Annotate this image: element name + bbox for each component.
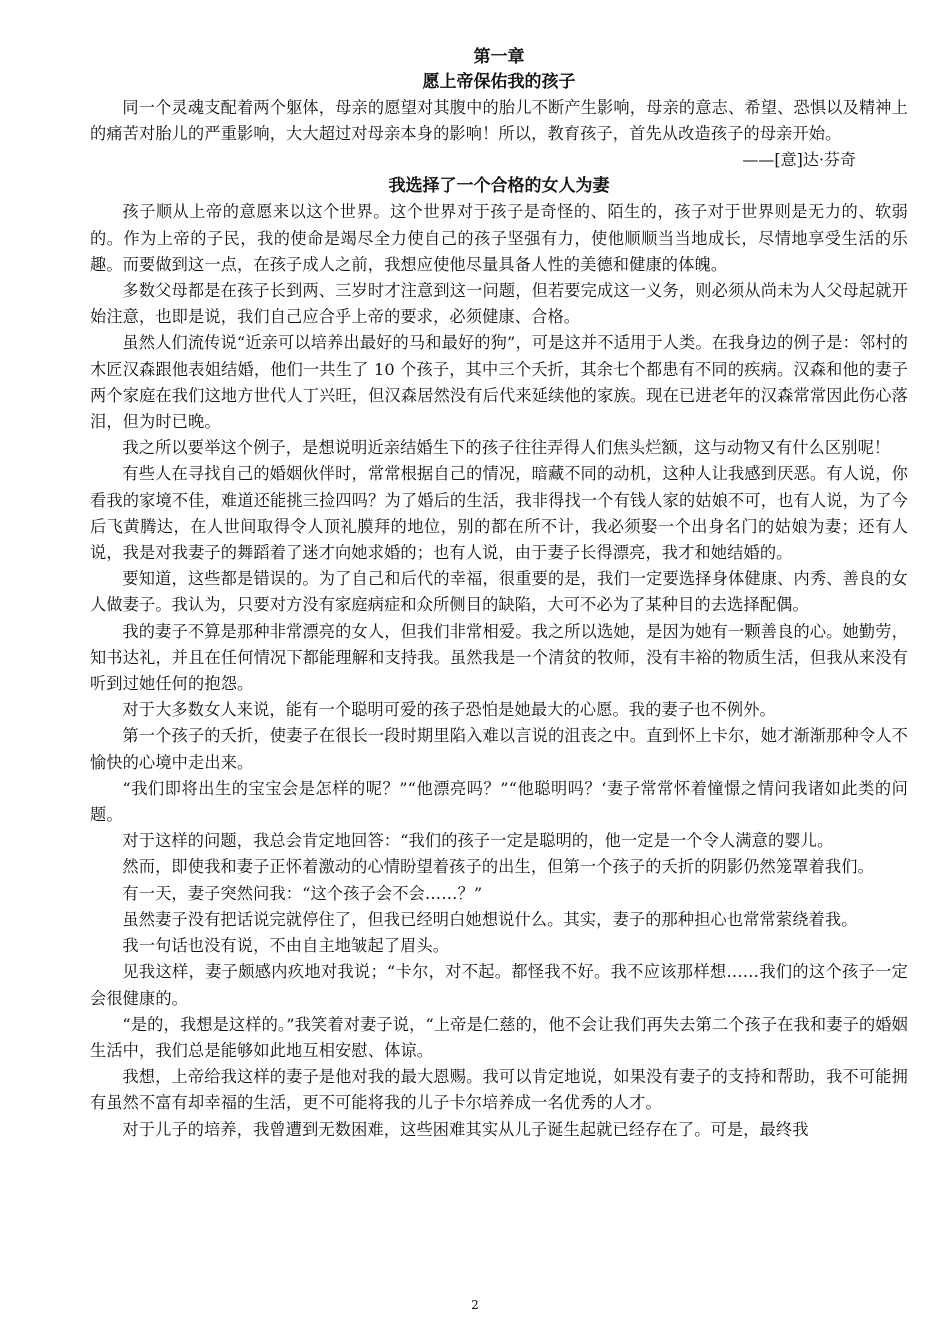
chapter-subtitle: 愿上帝保佑我的孩子 [422,72,576,92]
paragraph: 第一个孩子的夭折，使妻子在很长一段时期里陷入难以言说的沮丧之中。直到怀上卡尔，她才渐渐那种令人不愉快的心境中走出来。 [90,726,908,772]
paragraph: 虽然人们流传说“近亲可以培养出最好的马和最好的狗”，可是这并不适用于人类。在我身边的例子是：邻村的木匠汉森跟他表姐结婚，他们一共生了 10 个孩子，其中三个夭折，其余七个都患有不同的疾病。汉森和他的妻子两个家庭在我们这地方世代人丁兴旺，但汉森居然没有后代来延续他的家族。现在已进老年的汉森常常因此伤心落泪，但为时已晚。 [90,333,908,432]
chapter-title: 第一章 [473,47,525,67]
paragraph: 然而，即使我和妻子正怀着激动的心情盼望着孩子的出生，但第一个孩子的夭折的阴影仍然笼罩着我们。 [122,857,874,877]
paragraph: 多数父母都是在孩子长到两、三岁时才注意到这一问题，但若要完成这一义务，则必须从尚未为人父母起就开始注意，也即是说，我们自己应合乎上帝的要求，必须健康、合格。 [90,281,908,327]
paragraph: 虽然妻子没有把话说完就停住了，但我已经明白她想说什么。其实，妻子的那种担心也常常萦绕着我。 [122,909,858,929]
paragraph: 见我这样，妻子颇感内疚地对我说；“卡尔，对不起。都怪我不好。我不应该那样想……我们的这个孩子一定会很健康的。 [90,962,908,1008]
paragraph: 要知道，这些都是错误的。为了自己和后代的幸福，很重要的是，我们一定要选择身体健康、内秀、善良的女人做妻子。我认为，只要对方没有家庭病症和众所侧目的缺陷，大可不必为了某种目的去选择配偶。 [90,569,908,615]
body-text [90,199,908,1142]
paragraph: 有一天，妻子突然问我：“这个孩子会不会……？” [122,883,483,903]
paragraph: 对于这样的问题，我总会肯定地回答：“我们的孩子一定是聪明的，他一定是一个令人满意的婴儿。 [122,831,834,851]
paragraph: 对于大多数女人来说，能有一个聪明可爱的孩子恐怕是她最大的心愿。我的妻子也不例外。 [122,700,776,720]
paragraph: 孩子顺从上帝的意愿来以这个世界。这个世界对于孩子是奇怪的、陌生的，孩子对于世界则是无力的、软弱的。作为上帝的子民，我的使命是竭尽全力使自己的孩子坚强有力，使他顺顺当当地成长，尽情地享受生活的乐趣。而要做到这一点，在孩子成人之前，我想应使他尽量具备人性的美德和健康的体魄。 [90,202,908,274]
paragraph: 我之所以要举这个例子，是想说明近亲结婚生下的孩子往往弄得人们焦头烂额，这与动物又有什么区别呢！ [122,438,891,458]
epigraph-text: 同一个灵魂支配着两个躯体，母亲的愿望对其腹中的胎儿不断产生影响，母亲的意志、希望、恐惧以及精神上的痛苦对胎儿的严重影响，大大超过对母亲本身的影响！所以，教育孩子，首先从改造孩子的母亲开始。 [90,98,908,144]
paragraph: “我们即将出生的宝宝会是怎样的呢？”“他漂亮吗？”“他聪明吗？‘妻子常常怀着憧憬之情问我诸如此类的问题。 [90,778,908,825]
section-title: 我选择了一个合格的女人为妻 [388,176,610,197]
paragraph: 我一句话也没有说，不由自主地皱起了眉头。 [122,936,450,956]
paragraph: 我的妻子不算是那种非常漂亮的女人，但我们非常相爱。我之所以选她，是因为她有一颗善良的心。她勤劳，知书达礼，并且在任何情况下都能理解和支持我。虽然我是一个清贫的牧师，没有丰裕的物质生活，但我从来没有听到过她任何的抱怨。 [90,621,908,694]
paragraph: 有些人在寻找自己的婚姻伙伴时，常常根据自己的情况，暗藏不同的动机，这种人让我感到厌恶。有人说，你看我的家境不佳，难道还能挑三捡四吗？为了婚后的生活，我非得找一个有钱人家的姑娘不可，也有人说，为了今后飞黄腾达，在人世间取得令人顶礼膜拜的地位，别的都在所不计，我必须娶一个出身名门的姑娘为妻；还有人说，我是对我妻子的舞蹈着了迷才向她求婚的；也有人说，由于妻子长得漂亮，我才和她结婚的。 [90,464,908,563]
document-page [90,44,908,1143]
paragraph: 对于儿子的培养，我曾遭到无数困难，这些困难其实从儿子诞生起就已经存在了。可是，最终我 [122,1119,809,1139]
page-number: 2 [471,1298,479,1312]
paragraph: “是的，我想是这样的。”我笑着对妻子说，“上帝是仁慈的，他不会让我们再失去第二个孩子在我和妻子的婚姻生活中，我们总是能够如此地互相安慰、体谅。 [90,1014,908,1060]
epigraph-attribution: ——[意]达·芬奇 [742,150,856,170]
paragraph: 我想，上帝给我这样的妻子是他对我的最大恩赐。我可以肯定地说，如果没有妻子的支持和帮助，我不可能拥有虽然不富有却幸福的生活，更不可能将我的儿子卡尔培养成一名优秀的人才。 [90,1067,908,1113]
